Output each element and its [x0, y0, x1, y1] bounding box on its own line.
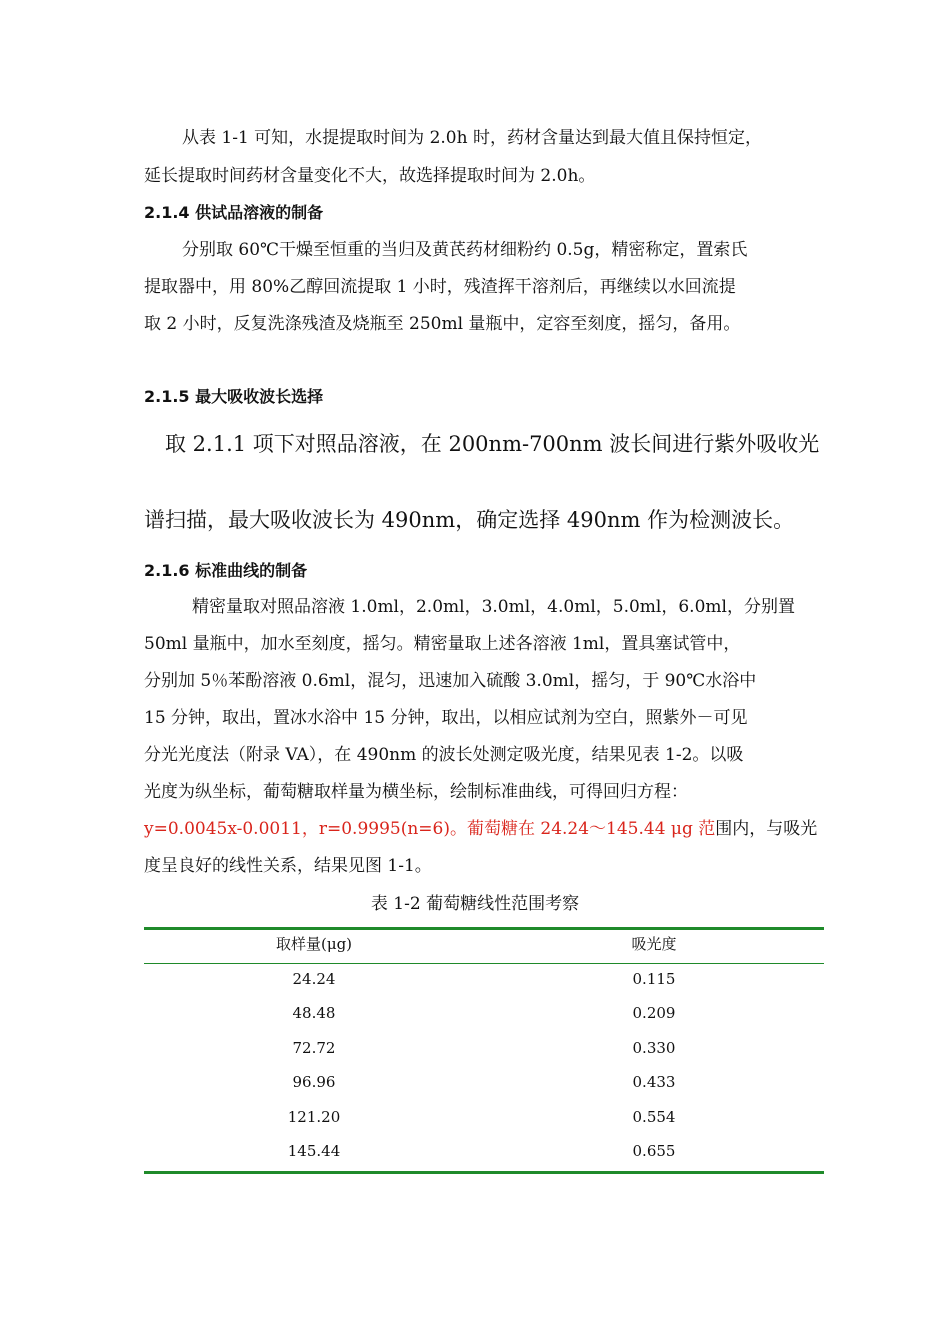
paragraph-4-line-3: 分别加 5％苯酚溶液 0.6ml，混匀，迅速加入硫酸 3.0ml，摇匀，于 90℃水浴中 [144, 671, 757, 691]
paragraph-4-line-6: 光度为纵坐标，葡萄糖取样量为横坐标，绘制标准曲线，可得回归方程： [144, 782, 688, 802]
regression-equation-highlight: y=0.0045x-0.0011，r=0.9995(n=6)。葡萄糖在 24.24～145.44 μg 范 [144, 819, 716, 839]
paragraph-1-line-2: 延长提取时间药材含量变化不大，故选择提取时间为 2.0h。 [144, 166, 596, 186]
table-row-3-sample: 72.72 [292, 1039, 336, 1057]
table-row-6-absorbance: 0.655 [632, 1142, 676, 1160]
section-heading-2-1-6: 2.1.6 标准曲线的制备 [144, 561, 308, 580]
paragraph-2-line-2: 提取器中，用 80%乙醇回流提取 1 小时，残渣挥干溶剂后，再继续以水回流提 [144, 277, 736, 297]
paragraph-4-line-2: 50ml 量瓶中，加水至刻度，摇匀。精密量取上述各溶液 1ml，置具塞试管中， [144, 634, 741, 654]
table-row-6-sample: 145.44 [287, 1142, 341, 1160]
table-caption: 表 1-2 葡萄糖线性范围考察 [370, 894, 580, 914]
paragraph-3-line-1: 取 2.1.1 项下对照品溶液，在 200nm-700nm 波长间进行紫外吸收光 [165, 432, 820, 456]
table-row-5-absorbance: 0.554 [632, 1108, 676, 1126]
table-row-4-absorbance: 0.433 [632, 1073, 676, 1091]
table-row-2-absorbance: 0.209 [632, 1004, 676, 1022]
paragraph-3-line-2: 谱扫描，最大吸收波长为 490nm，确定选择 490nm 作为检测波长。 [144, 508, 795, 532]
paragraph-4-line-7 [144, 818, 817, 840]
table-header-absorbance: 吸光度 [631, 935, 677, 953]
table-top-rule [144, 927, 824, 930]
section-heading-2-1-5: 2.1.5 最大吸收波长选择 [144, 387, 324, 406]
paragraph-4-line-8: 度呈良好的线性关系，结果见图 1-1。 [144, 856, 432, 876]
paragraph-4-line-1: 精密量取对照品溶液 1.0ml，2.0ml，3.0ml，4.0ml，5.0ml，6.0ml，分别置 [192, 597, 795, 617]
paragraph-2-line-3: 取 2 小时，反复洗涤残渣及烧瓶至 250ml 量瓶中，定容至刻度，摇匀，备用。 [144, 314, 741, 334]
paragraph-4-line-5: 分光光度法（附录 VA），在 490nm 的波长处测定吸光度，结果见表 1-2。以吸 [144, 745, 744, 765]
table-row-1-absorbance: 0.115 [632, 970, 676, 988]
table-header-rule [144, 963, 824, 964]
table-row-4-sample: 96.96 [292, 1073, 336, 1091]
table-bottom-rule [144, 1171, 824, 1174]
regression-line-tail: 围内，与吸光 [715, 819, 818, 839]
table-row-3-absorbance: 0.330 [632, 1039, 676, 1057]
table-row-2-sample: 48.48 [292, 1004, 336, 1022]
table-row-1-sample: 24.24 [292, 970, 336, 988]
section-heading-2-1-4: 2.1.4 供试品溶液的制备 [144, 203, 324, 222]
paragraph-1-line-1: 从表 1-1 可知，水提提取时间为 2.0h 时，药材含量达到最大值且保持恒定， [182, 128, 762, 148]
paragraph-4-line-4: 15 分钟，取出，置冰水浴中 15 分钟，取出，以相应试剂为空白，照紫外－可见 [144, 708, 748, 728]
table-row-5-sample: 121.20 [287, 1108, 341, 1126]
paragraph-2-line-1: 分别取 60℃干燥至恒重的当归及黄芪药材细粉约 0.5g，精密称定，置索氏 [182, 240, 748, 260]
table-header-sample-amount: 取样量(μg) [275, 935, 353, 953]
